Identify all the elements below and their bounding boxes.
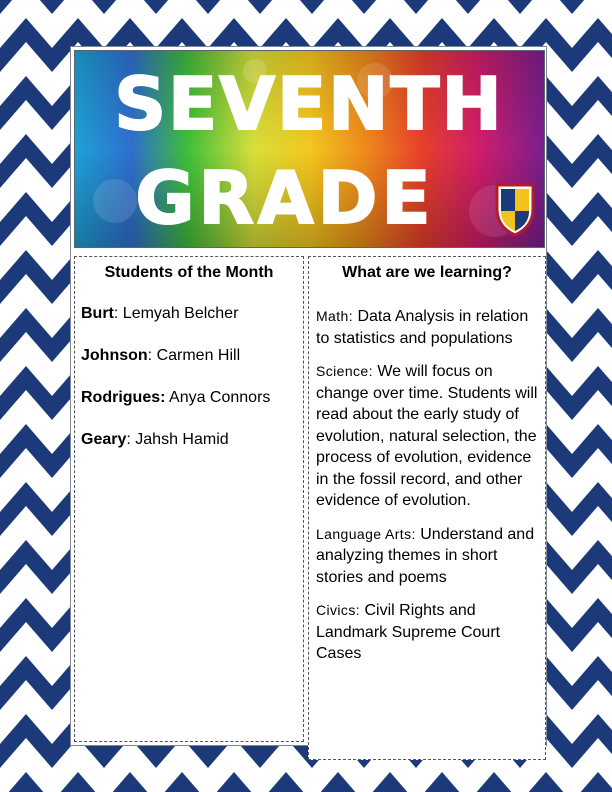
subjects-list [316, 306, 542, 677]
subject-science [316, 361, 542, 512]
student-name: Lemyah Belcher [118, 305, 239, 322]
teacher-name: Johnson [81, 347, 148, 364]
subject-name: Math: [316, 308, 354, 324]
student-entry [81, 304, 301, 324]
student-entry [81, 388, 301, 408]
students-of-month-box [74, 256, 304, 742]
crest-shield-icon [497, 185, 533, 235]
subject-name: Civics: [316, 602, 361, 618]
student-name: Carmen Hill [152, 347, 241, 364]
teacher-name: Rodrigues: [81, 389, 166, 406]
banner-title-line1: SEVENTH [114, 62, 504, 146]
separator: : [126, 431, 131, 448]
subject-description: Data Analysis in relation to statistics and populations [316, 308, 529, 347]
learning-box [308, 256, 546, 760]
learning-heading: What are we learning? [342, 264, 512, 281]
subject-description: Civil Rights and Landmark Supreme Court Cases [316, 602, 501, 662]
subject-name: Language Arts: [316, 525, 416, 542]
student-name: Jahsh Hamid [130, 431, 229, 448]
subject-math [316, 306, 542, 349]
student-entry [81, 430, 301, 450]
subject-name: Science: [316, 363, 373, 379]
students-list [81, 304, 301, 472]
subject-civics [316, 600, 542, 665]
separator: : [113, 305, 119, 322]
seventh-grade-banner [74, 50, 545, 248]
student-name: Anya Connors [165, 389, 271, 406]
subject-description: Understand and analyzing themes in short stories and poems [316, 525, 535, 586]
teacher-name: Burt [81, 305, 114, 322]
teacher-name: Geary [81, 431, 127, 448]
banner-title-line2: GRADE [135, 156, 435, 240]
student-entry [81, 346, 301, 366]
separator: : [147, 347, 153, 364]
subject-description: We will focus on change over time. Students will read about the early study of evolution, natural selection, the process of evolution, evidence in the fossil record, and other evidence of evolution. [316, 363, 538, 509]
subject-language-arts [316, 524, 542, 589]
students-heading: Students of the Month [104, 264, 274, 281]
